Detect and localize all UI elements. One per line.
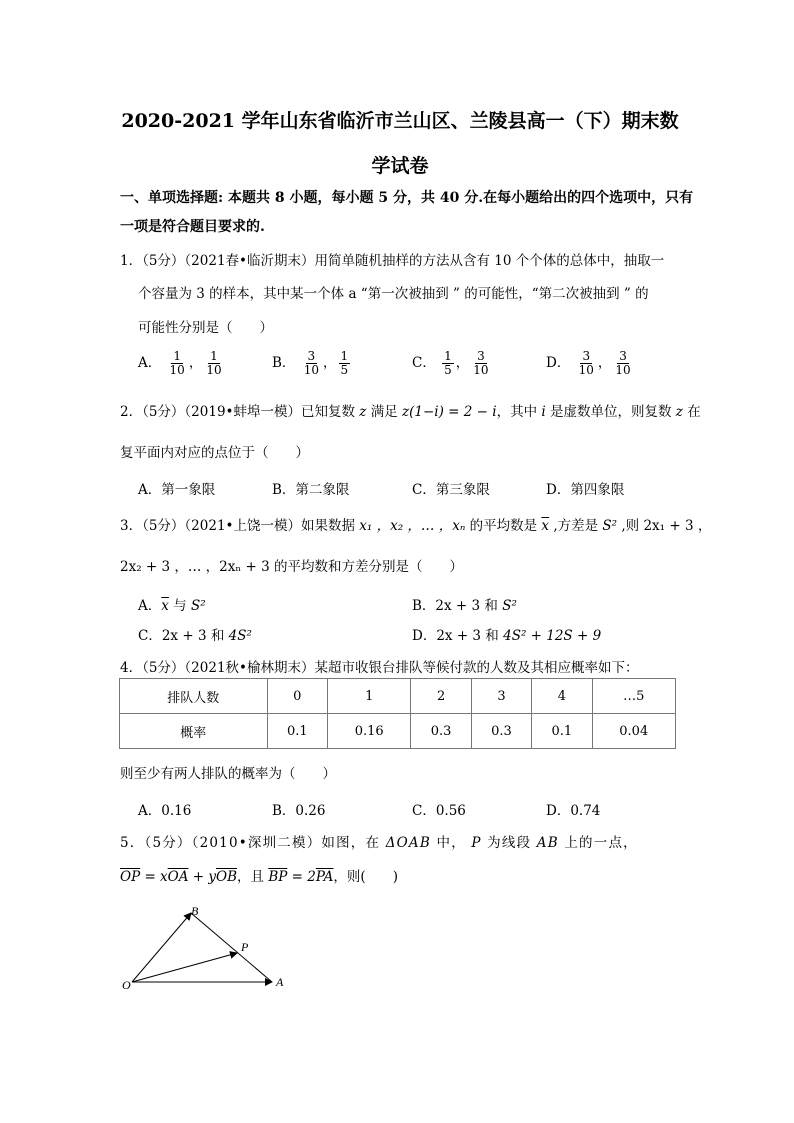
q1-option-b: B． $\frac{3}{10}$ ， $\frac{1}{5}$ — [272, 349, 349, 377]
q3-a-var: S² — [190, 598, 206, 614]
q3-option-a — [138, 594, 206, 614]
q2-var-z2: z — [675, 404, 683, 420]
label-b: B — [191, 904, 199, 918]
table-cell: 0 — [267, 679, 327, 714]
q3-mean-x: $\overline{x}$ — [541, 518, 550, 534]
q1-b-num2: 1 — [340, 349, 349, 363]
q1-b-den1: 10 — [303, 363, 319, 377]
q3-b-var: S² — [502, 598, 517, 614]
q5-point-p: P — [471, 835, 482, 851]
q5-triangle-figure — [115, 895, 305, 1000]
q3-option-c — [138, 624, 252, 644]
q5-vec-bp: $\overline{BP}$ — [268, 869, 288, 885]
table-cell: 0.1 — [267, 714, 327, 749]
q3-b-mid: 和 — [480, 598, 503, 614]
q2-text-d: ，其中 — [496, 404, 542, 420]
q1-a-den1: 10 — [169, 363, 185, 377]
q3-expr2: 2x₂ + 3 ，… ，2xₙ + 3 — [120, 559, 270, 575]
q5-text-j: ，则( ) — [333, 869, 398, 885]
table-cell: 1 — [328, 679, 411, 714]
q4-option-d: D．0.74 — [546, 803, 601, 819]
q3-c-var: 4S² — [228, 628, 252, 644]
q1-line3: 可能性分别是（ ） — [138, 320, 273, 336]
q3-line1 — [120, 514, 711, 534]
q3-b-label: B． — [412, 598, 436, 614]
q3-b-expr: 2x + 3 — [435, 598, 481, 614]
section-heading-line1: 一、单项选择题: 本题共 8 小题，每小题 5 分，共 40 分.在每小题给出的四个选项中，只有 — [120, 190, 694, 206]
q2-option-a: A．第一象限 — [138, 482, 216, 498]
q3-text-line2: 的平均数和方差分别是（ ） — [269, 559, 464, 575]
q5-text-h: = 2 — [287, 869, 316, 885]
table-cell: 2 — [411, 679, 471, 714]
q2-text-h: 在 — [682, 404, 701, 420]
q5-vec-oa: $\overline{OA}$ — [167, 869, 189, 885]
q5-segment-ab: AB — [536, 835, 559, 851]
q5-text-g: 上的一点， — [558, 835, 638, 851]
label-p: P — [241, 940, 249, 954]
table-cell: 4 — [532, 679, 592, 714]
q5-text-e: 为线段 — [481, 835, 537, 851]
q1-a-den2: 10 — [206, 363, 222, 377]
q3-text-c: 的平均数是 — [465, 518, 542, 534]
table-cell: …5 — [592, 679, 675, 714]
q1-d-den2: 10 — [615, 363, 631, 377]
q2-text-f: 是虚数单位，则复数 — [545, 404, 676, 420]
q2-option-c: C．第三象限 — [412, 482, 490, 498]
q5-text-c: 中， — [431, 835, 472, 851]
q4-option-a: A．0.16 — [138, 803, 192, 819]
table-cell: 3 — [471, 679, 531, 714]
q1-b-num1: 3 — [307, 349, 316, 363]
q4-probability-table — [119, 678, 676, 749]
q3-a-label: A． — [138, 598, 162, 614]
q4-line1: 4．（5分）（2021秋•榆林期末）某超市收银台排队等候付款的人数及其相应概率如下： — [120, 660, 639, 676]
vector-op-line — [132, 953, 237, 982]
q1-option-c: C． $\frac{1}{5}$ ， $\frac{3}{10}$ — [412, 349, 489, 377]
q4-line2: 则至少有两人排队的概率为（ ） — [120, 766, 336, 782]
q5-line2 — [120, 865, 398, 885]
q3-data-list: x₁ ，x₂ ，… ，xₙ — [359, 518, 466, 534]
q1-option-a-frac2 — [204, 350, 223, 377]
q3-d-expr: 2x + 3 — [436, 628, 482, 644]
q4-option-c: C．0.56 — [412, 803, 466, 819]
q2-var-i: i — [541, 404, 546, 420]
section-heading-line2: 一项是符合题目要求的. — [120, 219, 265, 235]
q5-triangle: ΔOAB — [385, 835, 431, 851]
exam-title-line1: 2020-2021 学年山东省临沂市兰山区、兰陵县高一（下）期末数 — [121, 110, 679, 132]
table-cell: 0.16 — [328, 714, 411, 749]
q5-text-f: ，且 — [237, 869, 269, 885]
q1-line1: 1．（5分）（2021春•临沂期末）用简单随机抽样的方法从含有 10 个个体的总体中，抽取一 — [120, 253, 665, 269]
q1-option-c-label: C． — [412, 355, 436, 371]
q3-text-a: 3．（5分）（2021•上饶一模）如果数据 — [120, 518, 360, 534]
q3-d-label: D． — [412, 628, 437, 644]
q1-option-a-frac1 — [168, 350, 187, 377]
q3-a-expr: $\overline{x}$ — [161, 598, 169, 614]
table-cell: 概率 — [120, 714, 268, 749]
q5-text-b: = x — [140, 869, 168, 885]
table-cell: 排队人数 — [120, 679, 268, 714]
q3-text-i: ， — [693, 518, 712, 534]
q5-text-a: 5．（5分）（2010•深圳二模）如图，在 — [120, 835, 386, 851]
q1-c-den1: 5 — [444, 363, 452, 377]
table-cell: 0.04 — [592, 714, 675, 749]
q3-expr1: 2x₁ + 3 — [643, 518, 694, 534]
q3-line2 — [120, 555, 463, 575]
q3-d-var: 4S² + 12S + 9 — [503, 628, 602, 644]
q5-vec-ob: $\overline{OB}$ — [216, 869, 238, 885]
q3-option-d — [412, 624, 601, 644]
q3-d-mid: 和 — [481, 628, 504, 644]
q1-a-num1: 1 — [173, 349, 181, 363]
table-cell: 0.3 — [411, 714, 471, 749]
q1-option-b-label: B． — [272, 355, 296, 371]
q1-option-d-frac1 — [577, 350, 596, 377]
q2-line1 — [120, 400, 701, 420]
label-a: A — [276, 975, 284, 989]
q1-line2: 个容量为 3 的样本，其中某一个体 a “第一次被抽到 ” 的可能性，“第二次被抽到 ” 的 — [138, 286, 649, 302]
q2-var-z: z — [359, 404, 367, 420]
q3-text-g: ,则 — [617, 518, 644, 534]
q1-option-d-label: D． — [546, 355, 571, 371]
q3-c-label: C． — [138, 628, 162, 644]
q2-option-b: B．第二象限 — [272, 482, 350, 498]
q1-d-num2: 3 — [619, 349, 627, 363]
label-o: O — [122, 978, 131, 992]
table-cell: 0.3 — [471, 714, 531, 749]
q3-c-mid: 和 — [206, 628, 229, 644]
q5-text-d: + y — [188, 869, 217, 885]
q1-d-den1: 10 — [578, 363, 594, 377]
q2-text-a: 2．（5分）（2019•蚌埠一模）已知复数 — [120, 404, 360, 420]
q1-option-b-frac1 — [302, 350, 321, 377]
q3-c-expr: 2x + 3 — [161, 628, 207, 644]
q1-c-num1: 1 — [444, 349, 452, 363]
q5-line1 — [120, 831, 638, 851]
q1-c-num2: 3 — [477, 349, 485, 363]
q2-line2: 复平面内对应的点位于（ ） — [120, 445, 309, 461]
vector-ob-line — [132, 913, 191, 982]
q2-option-d: D．第四象限 — [546, 482, 625, 498]
q1-d-num1: 3 — [582, 349, 591, 363]
table-cell: 0.1 — [532, 714, 592, 749]
q3-a-mid: 与 — [168, 598, 191, 614]
q1-option-d-frac2 — [613, 350, 632, 377]
q5-vec-pa: $\overline{PA}$ — [315, 869, 334, 885]
q1-a-num2: 1 — [210, 349, 218, 363]
segment-ab-line — [191, 913, 272, 982]
q1-b-den2: 5 — [340, 363, 349, 377]
q3-option-b — [412, 594, 517, 614]
q1-option-d: D． $\frac{3}{10}$ ， $\frac{3}{10}$ — [546, 349, 631, 377]
q3-variance: S² — [602, 518, 618, 534]
q1-option-b-frac2 — [339, 350, 351, 377]
table-row — [120, 679, 676, 714]
q3-text-e: ,方差是 — [549, 518, 603, 534]
q2-equation: z(1−i) = 2 − i — [402, 404, 497, 420]
q1-option-a: A． $\frac{1}{10}$ ， $\frac{1}{10}$ — [138, 349, 222, 377]
q4-option-b: B．0.26 — [272, 803, 326, 819]
q2-text-c: 满足 — [366, 404, 403, 420]
q1-option-a-label: A． — [138, 355, 162, 371]
q5-vec-op: $\overline{OP}$ — [120, 869, 141, 885]
q1-c-den2: 10 — [473, 363, 489, 377]
q1-option-c-frac2 — [471, 350, 490, 377]
q1-option-c-frac1 — [442, 350, 454, 377]
table-row — [120, 714, 676, 749]
exam-title-line2: 学试卷 — [371, 155, 429, 177]
